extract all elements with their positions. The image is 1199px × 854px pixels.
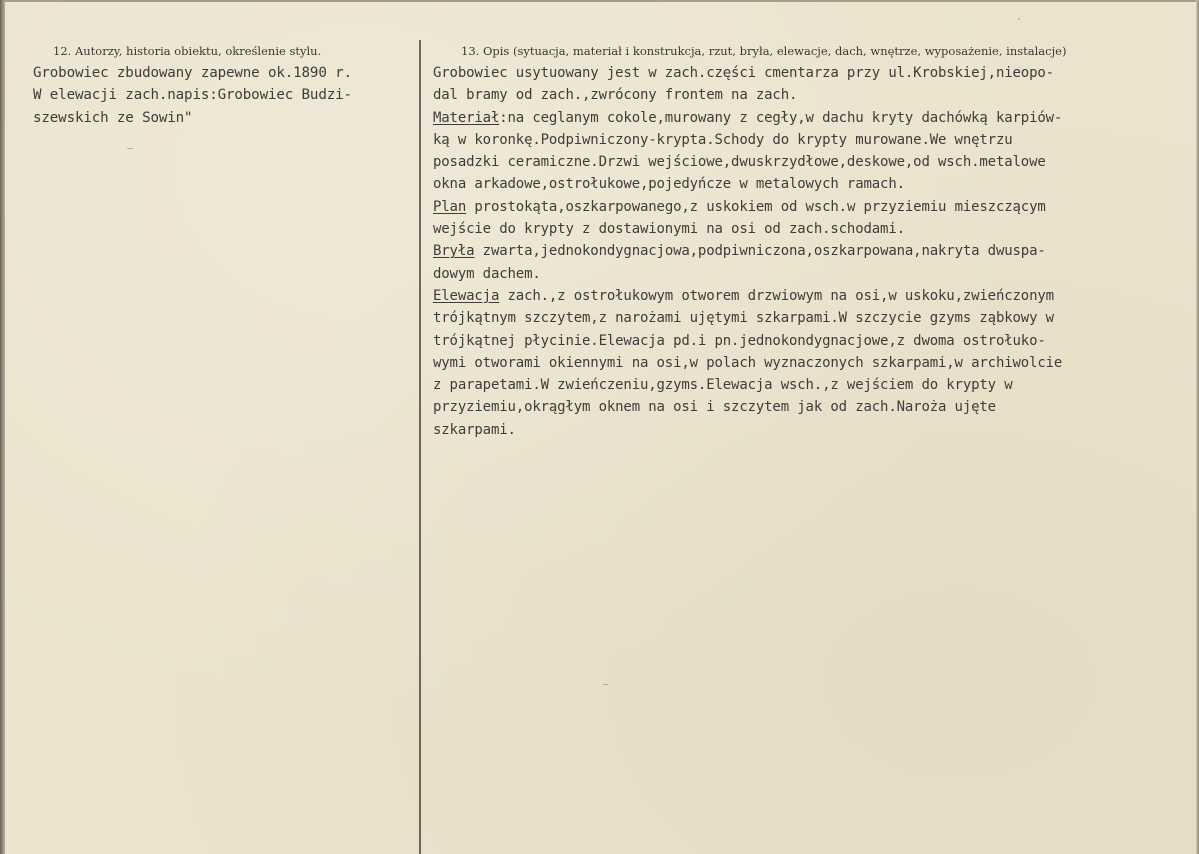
section-13-line — [433, 396, 1193, 418]
section-13-line — [433, 330, 1193, 352]
section-13-line — [433, 285, 1193, 307]
section-12-authors-history — [33, 44, 413, 129]
line-text: Grobowiec usytuowany jest w zach.części cmentarza przy ul.Krobskiej,nieopo- — [433, 65, 1054, 81]
line-text: dal bramy od zach.,zwrócony frontem na zach. — [433, 87, 798, 104]
section-13-line — [433, 173, 1193, 195]
sheet-top-edge — [0, 0, 1199, 2]
line-text: okna arkadowe,ostrołukowe,pojedyńcze w metalowych ramach. — [433, 176, 905, 193]
line-text: prostokąta,oszkarpowanego,z uskokiem od wsch.w przyziemiu mieszczącym — [466, 198, 1046, 215]
section-13-description — [433, 44, 1193, 441]
line-text: z parapetami.W zwieńczeniu,gzyms.Elewacja wsch.,z wejściem do krypty w — [433, 377, 1013, 394]
section-13-line — [433, 374, 1193, 396]
line-text: dowym dachem. — [433, 265, 541, 282]
line-text: trójkątnym szczytem,z narożami ujętymi szkarpami.W szczycie gzyms ząbkowy w — [433, 310, 1054, 327]
column-divider — [419, 40, 421, 854]
line-underlined-label: Bryła — [433, 243, 475, 260]
line-text: zach.,z ostrołukowym otworem drzwiowym na osi,w uskoku,zwieńczonym — [499, 287, 1054, 304]
section-12-line: szewskich ze Sowin" — [33, 109, 193, 126]
paper-speck — [1018, 18, 1020, 20]
line-underlined-label: Elewacja — [433, 287, 500, 304]
sheet-left-edge — [0, 0, 5, 854]
paper-speck — [603, 684, 608, 685]
section-13-line — [433, 129, 1193, 151]
section-12-heading: 12. Autorzy, historia obiektu, określenie stylu. — [53, 44, 322, 58]
section-13-text — [433, 62, 1193, 441]
line-text: posadzki ceramiczne.Drzwi wejściowe,dwuskrzydłowe,deskowe,od wsch.metalowe — [433, 154, 1046, 171]
section-13-heading: 13. Opis (sytuacja, materiał i konstrukcja, rzut, bryła, elewacje, dach, wnętrze, wyposażenie, instalacje) — [461, 44, 1067, 58]
section-13-line — [433, 263, 1193, 285]
section-13-line — [433, 307, 1193, 329]
line-text: zwarta,jednokondygnacjowa,podpiwniczona,oszkarpowana,nakryta dwuspa- — [474, 243, 1046, 260]
section-13-line — [433, 84, 1193, 106]
section-12-line: Grobowiec zbudowany zapewne ok.1890 r. — [33, 65, 352, 81]
line-text: trójkątnej płycinie.Elewacja pd.i pn.jednokondygnacjowe,z dwoma ostrołuko- — [433, 332, 1046, 349]
section-13-line — [433, 419, 1193, 441]
line-text: ką w koronkę.Podpiwniczony-krypta.Schody do krypty murowane.We wnętrzu — [433, 131, 1013, 148]
paper-speck — [127, 148, 133, 149]
line-underlined-label: Materiał — [433, 109, 500, 126]
section-13-line — [433, 240, 1193, 262]
line-text: przyziemiu,okrągłym oknem na osi i szczytem jak od zach.Naroża ujęte — [433, 399, 996, 416]
line-text: :na ceglanym cokole,murowany z cegły,w dachu kryty dachówką karpiów- — [499, 109, 1063, 126]
section-13-line — [433, 196, 1193, 218]
section-13-line — [433, 352, 1193, 374]
section-12-text — [33, 62, 413, 129]
section-13-line — [433, 151, 1193, 173]
line-text: szkarpami. — [433, 421, 516, 438]
line-text: wymi otworami okiennymi na osi,w polach wyznaczonych szkarpami,w archiwolcie — [433, 354, 1063, 371]
line-underlined-label: Plan — [433, 198, 467, 215]
section-13-line — [433, 218, 1193, 240]
line-text: wejście do krypty z dostawionymi na osi od zach.schodami. — [433, 221, 905, 238]
section-12-line: W elewacji zach.napis:Grobowiec Budzi- — [33, 87, 352, 104]
section-13-line — [433, 107, 1193, 129]
section-13-line — [433, 62, 1193, 84]
